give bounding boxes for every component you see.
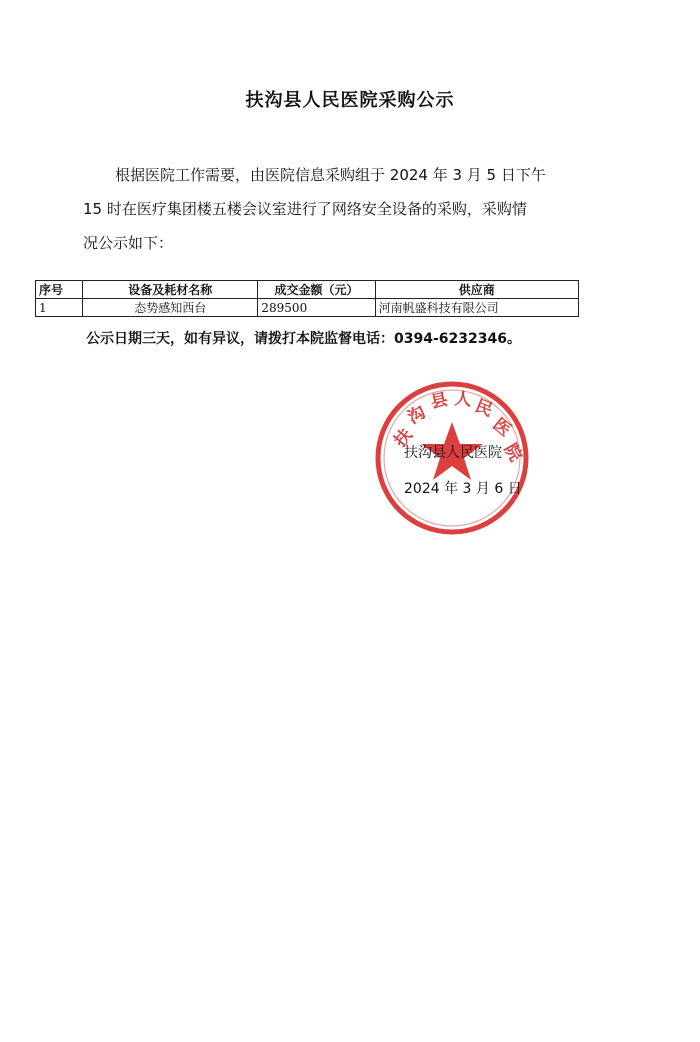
notice-text: 公示日期三天，如有异议，请拨打本院监督电话：0394-6232346。 bbox=[86, 331, 521, 347]
svg-text:扶: 扶 bbox=[390, 425, 417, 452]
table-header-row bbox=[36, 281, 579, 299]
svg-text:人: 人 bbox=[453, 389, 473, 411]
svg-text:医: 医 bbox=[488, 414, 515, 441]
cell-supplier: 河南帆盛科技有限公司 bbox=[375, 299, 578, 317]
cell-item-name: 态势感知西台 bbox=[83, 299, 258, 317]
header-index: 序号 bbox=[36, 281, 83, 299]
signature-date: 2024 年 3 月 6 日 bbox=[404, 481, 522, 497]
procurement-table bbox=[35, 280, 579, 317]
svg-text:民: 民 bbox=[472, 396, 496, 422]
table-row bbox=[36, 299, 579, 317]
header-supplier: 供应商 bbox=[375, 281, 578, 299]
signature-name: 扶沟县人民医院 bbox=[404, 445, 502, 461]
body-line-3: 况公示如下： bbox=[83, 234, 174, 252]
cell-index: 1 bbox=[36, 299, 83, 317]
svg-text:院: 院 bbox=[499, 440, 526, 466]
body-line-2: 15 时在医疗集团楼五楼会议室进行了网络安全设备的采购，采购情 bbox=[83, 200, 527, 218]
header-amount: 成交金额（元） bbox=[258, 281, 375, 299]
svg-text:县: 县 bbox=[428, 389, 450, 413]
body-line-1: 根据医院工作需要，由医院信息采购组于 2024 年 3 月 5 日下午 bbox=[115, 166, 546, 184]
cell-amount: 289500 bbox=[258, 299, 375, 317]
svg-text:沟: 沟 bbox=[404, 402, 430, 429]
header-item-name: 设备及耗材名称 bbox=[83, 281, 258, 299]
document-title: 扶沟县人民医院采购公示 bbox=[245, 90, 455, 111]
body-text bbox=[83, 158, 603, 260]
